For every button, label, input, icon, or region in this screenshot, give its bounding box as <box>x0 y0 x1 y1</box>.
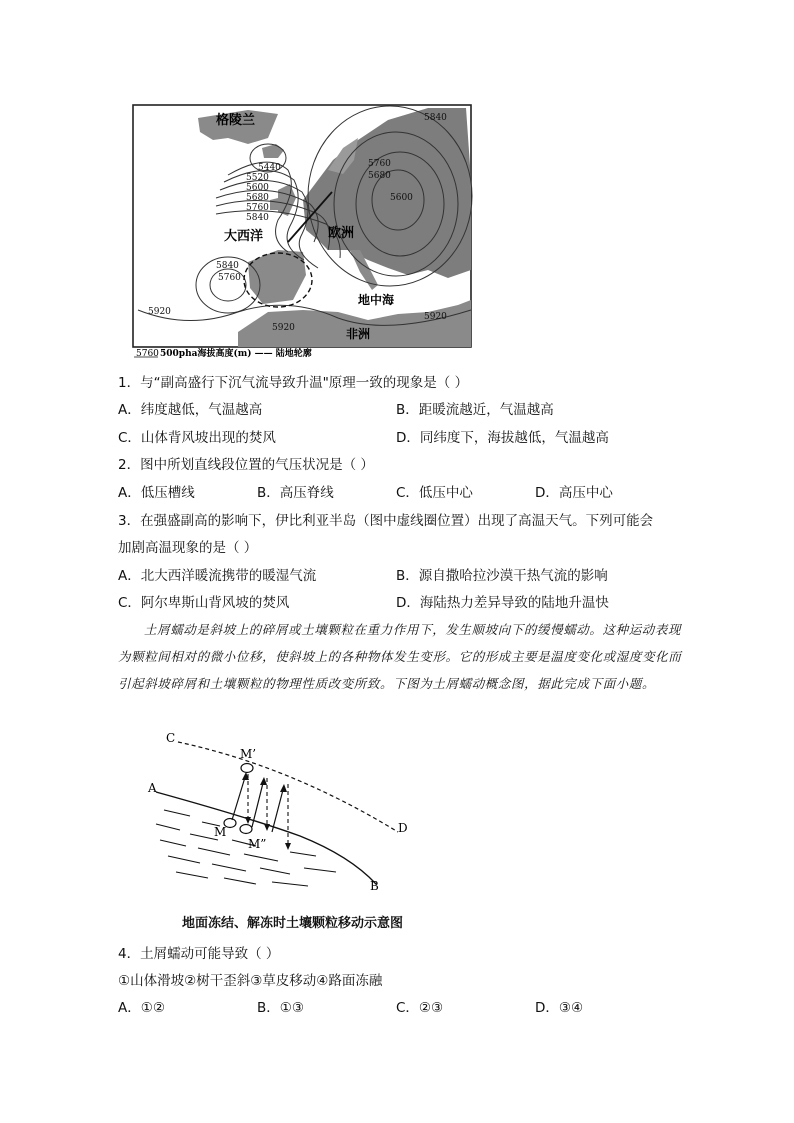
q1-option-d: D．同纬度下，海拔越低，气温越高 <box>396 430 609 446</box>
contour-label: 5840 <box>246 213 269 223</box>
q2-option-d: D．高压中心 <box>535 485 613 501</box>
contour-label: 5840 <box>216 261 239 271</box>
label-atlantic: 大西洋 <box>224 229 264 244</box>
q1-option-a: A．纬度越低，气温越高 <box>118 402 263 418</box>
contour-label: 5600 <box>246 183 269 193</box>
label-europe: 欧洲 <box>328 226 355 241</box>
contour-label: 5920 <box>148 307 171 317</box>
q2-stem: 2．图中所划直线段位置的气压状况是（ ） <box>118 457 374 473</box>
q3-stem-line1: 3．在强盛副高的影响下，伊比利亚半岛（图中虚线圈位置）出现了高温天气。下列可能会 <box>118 513 654 529</box>
label-africa: 非洲 <box>346 327 371 341</box>
q2-option-c: C．低压中心 <box>396 485 473 501</box>
contour-label: 5760 <box>246 203 269 213</box>
q3-option-d: D．海陆热力差异导致的陆地升温快 <box>396 595 609 611</box>
contour-label: 5840 <box>424 113 447 123</box>
contour-label: 5680 <box>246 193 269 203</box>
q1-option-c: C．山体背风坡出现的焚风 <box>118 430 276 446</box>
label-mediterranean: 地中海 <box>358 293 395 307</box>
soil-creep-diagram <box>140 728 430 896</box>
q3-option-c: C．阿尔卑斯山背风坡的焚风 <box>118 595 290 611</box>
q4-stem: 4．土屑蠕动可能导致（ ） <box>118 946 280 962</box>
contour-label: 5920 <box>272 323 295 333</box>
label-d: D <box>398 821 408 835</box>
q2-option-b: B．高压脊线 <box>257 485 334 501</box>
q1-option-b: B．距暖流越近，气温越高 <box>396 402 554 418</box>
q2-option-a: A．低压槽线 <box>118 485 195 501</box>
label-c: C <box>166 731 176 745</box>
label-m-double-prime: M” <box>248 837 267 851</box>
contour-label: 5760 <box>218 273 241 283</box>
passage <box>118 616 683 697</box>
contour-label: 5760 <box>368 159 391 169</box>
label-m: M <box>214 825 227 839</box>
contour-label: 5520 <box>246 173 269 183</box>
q4-option-a: A．①② <box>118 1000 165 1016</box>
q3-option-b: B．源自撒哈拉沙漠干热气流的影响 <box>396 568 608 584</box>
passage-text: 土屑蠕动是斜坡上的碎屑或土壤颗粒在重力作用下，发生顺坡向下的缓慢蠕动。这种运动表现为颗粒间相对的微小位移，使斜坡上的各种物体发生变形。它的形成主要是温度变化或湿度变化而引起斜坡碎屑和土壤颗粒的物理性质改变所致。下图为土屑蠕动概念图，据此完成下面小题。 <box>118 622 682 691</box>
legend-number: 5760 <box>136 349 159 359</box>
q4-option-d: D．③④ <box>535 1000 584 1016</box>
diagram-caption: 地面冻结、解冻时土壤颗粒移动示意图 <box>182 916 404 931</box>
contour-label: 5680 <box>368 171 391 181</box>
contour-label: 5440 <box>258 163 281 173</box>
legend-text: 500pha海拔高度(m) —— 陆地轮廓 <box>160 349 312 359</box>
q4-items: ①山体滑坡②树干歪斜③草皮移动④路面冻融 <box>118 973 383 989</box>
label-a: A <box>148 781 157 795</box>
q1-stem: 1．与“副高盛行下沉气流导致升温"原理一致的现象是（ ） <box>118 375 469 391</box>
contour-label: 5920 <box>424 312 447 322</box>
label-greenland: 格陵兰 <box>216 113 256 128</box>
q3-stem-line2: 加剧高温现象的是（ ） <box>118 540 258 556</box>
q3-option-a: A．北大西洋暖流携带的暖湿气流 <box>118 568 317 584</box>
pressure-map <box>128 100 476 364</box>
label-b: B <box>370 879 379 893</box>
contour-label: 5600 <box>390 193 413 203</box>
label-m-prime: M’ <box>240 747 257 761</box>
q4-option-c: C．②③ <box>396 1000 444 1016</box>
q4-option-b: B．①③ <box>257 1000 304 1016</box>
